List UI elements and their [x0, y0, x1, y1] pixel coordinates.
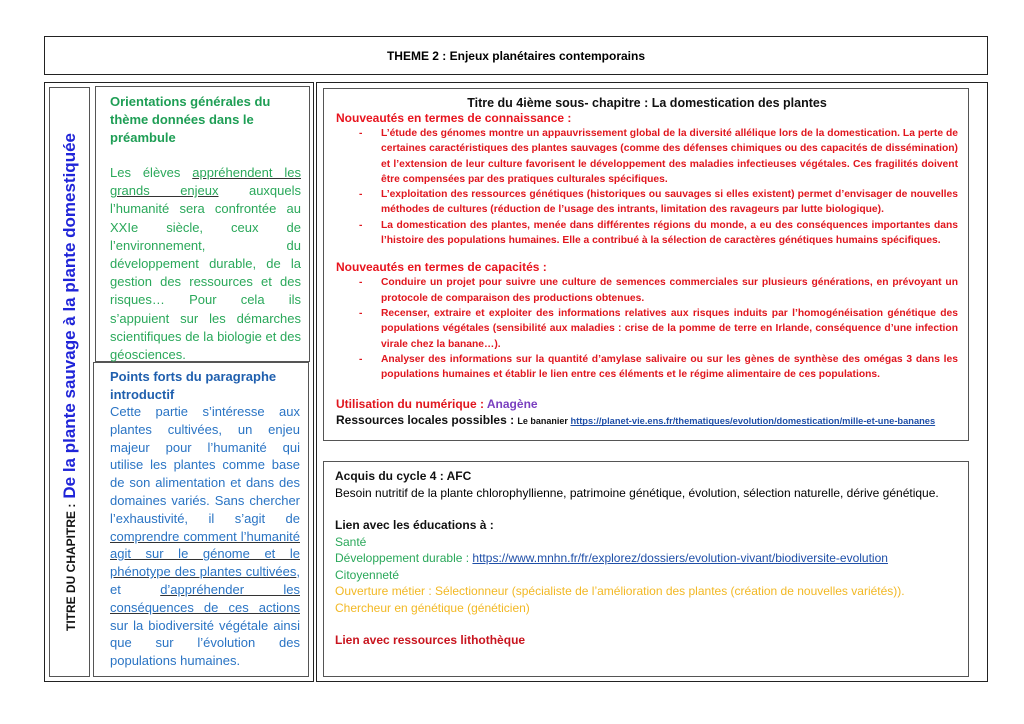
chapter-title-box — [49, 87, 90, 677]
points-forts-underline-1: comprendre comment l’humanité agit sur le génome et le phénotype des plantes cultivées — [110, 528, 300, 580]
list-item: - Recenser, extraire et exploiter des informations relatives aux risques induits par l’homogénéisation génétique des populations végétales (sensibilité aux maladies : crise de la pomme de terre en Irlande, conséquence d’une infection virale chez la banane…). — [359, 307, 958, 350]
education-sante: Santé — [335, 534, 367, 549]
metier-line-2: Chercheur en génétique (généticien) — [335, 600, 530, 615]
points-forts-title: Points forts du paragraphe introductif — [110, 369, 277, 402]
connaissance-list — [336, 126, 958, 248]
orientations-text — [110, 164, 301, 364]
sous-chapitre-title: Titre du 4ième sous- chapitre : La domestication des plantes — [467, 96, 827, 110]
ressources-line — [336, 412, 958, 429]
theme-title: THEME 2 : Enjeux planétaires contemporains — [386, 48, 646, 63]
list-item: - Analyser des informations sur la quantité d’amylase salivaire ou sur les gènes de synthèse des omégas 3 dans les populations humaines et établir le lien entre ces éléments et le régime alimentaire de ces populations. — [359, 353, 958, 381]
list-item-text: La domestication des plantes, menée dans différentes régions du monde, a eu des conséquences importantes dans l’histoire des populations humaines. Elle a contribué à la sélection de caractères génétiques humains spécifiques. — [381, 219, 958, 247]
orientations-text-post: auxquels l’humanité sera confrontée au XXIe siècle, ceux de l’environnement, du développement durable, de la gestion des ressources et des risques… Pour cela ils s’appuient sur les démarches scientifiques de la biologie et des géosciences. — [110, 183, 302, 363]
mnhn-link[interactable]: https://www.mnhn.fr/fr/explorez/dossiers/evolution-vivant/biodiversite-evolution — [472, 551, 888, 565]
capacites-heading: Nouveautés en termes de capacités : — [336, 260, 547, 275]
lithotheque-heading: Lien avec ressources lithothèque — [335, 633, 526, 647]
list-item-text: Conduire un projet pour suivre une culture de semences commerciales sur plusieurs générations, en prévoyant un protocole de comparaison des productions obtenues. — [381, 277, 958, 304]
points-forts-text — [110, 403, 300, 670]
education-dev-durable — [335, 550, 958, 567]
ressources-item: Le bananier — [517, 416, 571, 427]
capacites-list — [336, 275, 958, 382]
theme-header — [44, 36, 988, 75]
numerique-line — [336, 396, 958, 412]
list-item-text: L’exploitation des ressources génétiques (historiques ou sauvages si elles existent) permet d’envisager de nouvelles méthodes de cultures (réduction de l’usage des intrants, limitation des ravageurs par lutte biologique). — [381, 189, 958, 216]
orientations-box — [95, 86, 310, 362]
metier-line-1: Ouverture métier : Sélectionneur (spécialiste de l’amélioration des plantes (création de nouvelles variétés)). — [335, 584, 905, 598]
dev-durable-label: Développement durable : — [335, 551, 473, 565]
points-forts-text-post: sur la biodiversité végétale ainsi que sur l’évolution des populations humaines. — [110, 617, 300, 669]
list-item: - La domestication des plantes, menée dans différentes régions du monde, a eu des conséquences importantes dans l’histoire des populations humaines. Elle a contribué à la sélection de caractères génétiques humains spécifiques. — [359, 219, 958, 247]
acquis-heading: Acquis du cycle 4 : AFC — [335, 469, 472, 483]
list-item-text: L’étude des génomes montre un appauvrissement global de la diversité allélique lors de la domestication. La perte de certaines caractéristiques des plantes sauvages (comme des défenses chimiques ou des capacités de dissémination) et l’extension de leur culture favorisent le développement des maladies infectieuses végétales. Ces fragilités doivent être compensées par des pratiques culturales spécifiques. — [381, 128, 958, 185]
acquis-text: Besoin nutritif de la plante chlorophyllienne, patrimoine génétique, évolution, sélection naturelle, dérive génétique. — [335, 485, 939, 500]
list-item: - Conduire un projet pour suivre une culture de semences commerciales sur plusieurs générations, en prévoyant un protocole de comparaison des productions obtenues. — [359, 277, 958, 304]
points-forts-text-pre: Cette partie s’intéresse aux plantes cultivées, un enjeu majeur pour l’humanité qui utilise les plantes comme base de son alimentation et dans des domaines variés. Sans chercher l’exhaustivité, il s’agit de — [110, 404, 300, 526]
list-item-text: Recenser, extraire et exploiter des informations relatives aux risques induits par l’homogénéisation génétique des populations végétales (sensibilité aux maladies : crise de la pomme de terre en Irlande, conséquence d’une infection virale chez la banane…). — [381, 307, 958, 350]
chapter-title: De la plante sauvage à la plante domestiquée — [59, 133, 79, 499]
orientations-text-underlined: appréhendent les grands enjeux — [110, 165, 301, 199]
points-forts-box — [93, 362, 309, 677]
list-item: - L’exploitation des ressources génétiques (historiques ou sauvages si elles existent) permet d’envisager de nouvelles méthodes de cultures (réduction de l’usage des intrants, limitation des ravageurs par lutte biologique). — [359, 189, 958, 216]
ressources-label: Ressources locales possibles : — [336, 413, 518, 428]
orientations-text-pre: Les élèves — [110, 165, 193, 180]
numerique-label: Utilisation du numérique : — [336, 397, 487, 412]
bananier-link[interactable]: https://planet-vie.ens.fr/thematiques/evolution/domestication/mille-et-une-bananes — [570, 416, 936, 427]
numerique-value: Anagène — [486, 397, 538, 412]
points-forts-underline-2: d’appréhender les conséquences de ces actions — [110, 581, 300, 615]
educations-heading: Lien avec les éducations à : — [335, 518, 494, 532]
list-item-text: Analyser des informations sur la quantité d’amylase salivaire ou sur les gènes de synthèse des omégas 3 dans les populations humaines et établir le lien entre ces éléments et le régime alimentaire de ces populations. — [381, 353, 958, 381]
acquis-box — [323, 461, 969, 677]
education-citoyennete: Citoyenneté — [335, 567, 400, 582]
list-item: - L’étude des génomes montre un appauvrissement global de la diversité allélique lors de la domestication. La perte de certaines caractéristiques des plantes sauvages (comme des défenses chimiques ou des capacités de dissémination) et l’extension de leur culture favorisent le développement des maladies infectieuses végétales. Ces fragilités doivent être compensées par des pratiques culturales spécifiques. — [359, 128, 958, 185]
points-forts-text-mid: , et — [110, 564, 300, 597]
orientations-title: Orientations générales du thème données dans le préambule — [110, 94, 271, 145]
chapter-label: TITRE DU CHAPITRE : — [63, 503, 78, 631]
connaissance-heading: Nouveautés en termes de connaissance : — [336, 111, 572, 125]
sous-chapitre-box — [323, 88, 969, 441]
